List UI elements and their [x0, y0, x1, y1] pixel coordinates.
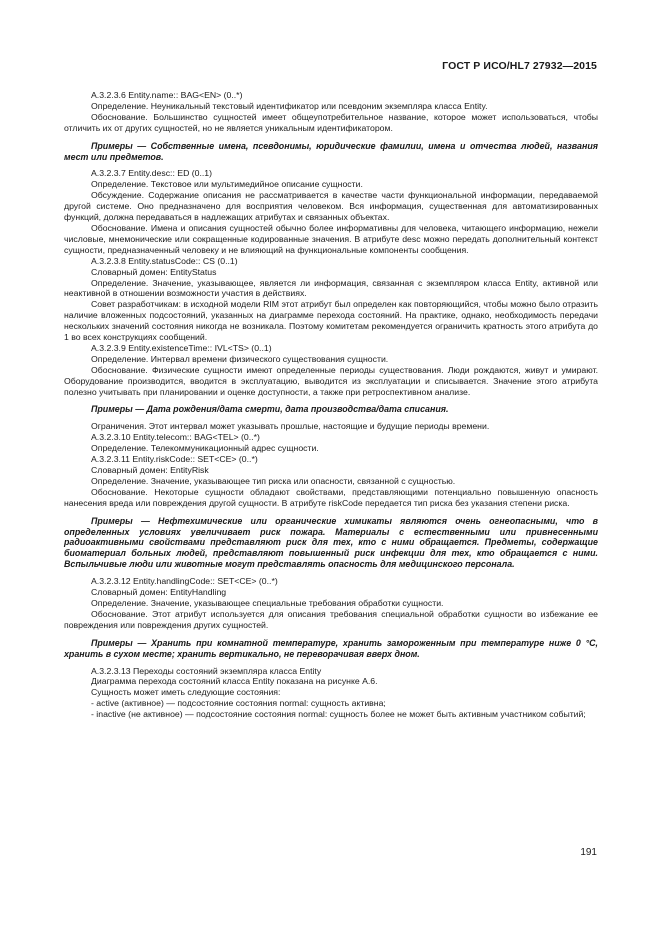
section-heading: A.3.2.3.6 Entity.name:: BAG<EN> (0..*) [91, 90, 243, 100]
paragraph: Определение. Текстовое или мультимедийное описание сущности. [91, 179, 363, 190]
paragraph: Обоснование. Большинство сущностей имеет общеупотребительное название, которое может использоваться, чтобы отличить их от других сущностей, но не является уникальным идентификатором. [64, 111, 598, 133]
paragraph: Диаграмма перехода состояний класса Entity показана на рисунке А.6. [91, 676, 378, 687]
paragraph: Определение. Телекоммуникационный адрес сущности. [91, 443, 319, 454]
document-body [64, 90, 598, 720]
example-note: Примеры — Хранить при комнатной температуре, хранить замороженным при температуре ниже 0 °C, хранить в сухом месте; хранить вертикально, не переворачивая вверх дном. [64, 637, 598, 659]
paragraph: Обоснование. Этот атрибут используется для описания требования специальной обработки сущности во избежание ее повреждения или повреждения других сущностей. [64, 608, 598, 630]
paragraph: Определение. Интервал времени физического существования сущности. [91, 353, 389, 364]
paragraph: Определение. Значение, указывающее специальные требования обработки сущности. [91, 597, 444, 608]
paragraph: Сущность может иметь следующие состояния: [91, 687, 281, 698]
section-heading: A.3.2.3.9 Entity.existenceTime:: IVL<TS> (0..1) [91, 342, 272, 353]
list-item: - active (активное) — подсостояние состояния normal: сущность активна; [91, 698, 386, 709]
section-heading: A.3.2.3.10 Entity.telecom:: BAG<TEL> (0..*) [91, 432, 260, 443]
paragraph: Совет разработчикам: в исходной модели RIM этот атрибут был определен как повторяющийся, чтобы можно было отразить наличие вложенных подсостояний, указанных на диаграмме перехода состояний. На практике, однако, необходимость передачи нескольких значений состояния никогда не возникала. Поэтому комитетам рекомендуется ограничить кратность этого атрибута до 1 во всех конструкциях сообщений. [64, 299, 598, 343]
paragraph: Обоснование. Имена и описания сущностей обычно более информативны для человека, читающего информацию, нежели числовые, мнемонические или сокращенные кодированные значения. В атрибуте desc можно передать дополнительный контекст сущности, предназначенный человеку и не влияющий на функциональные компоненты сообщения. [64, 222, 598, 255]
page-number: 191 [580, 847, 597, 858]
section-heading: A.3.2.3.13 Переходы состояний экземпляра класса Entity [91, 665, 322, 676]
vocabulary-domain: Словарный домен: EntityStatus [91, 266, 217, 277]
paragraph: Определение. Неуникальный текстовый идентификатор или псевдоним экземпляра класса Entity. [91, 100, 488, 111]
section-heading: A.3.2.3.7 Entity.desc:: ED (0..1) [91, 168, 213, 179]
paragraph: Определение. Значение, указывающее, является ли информация, связанная с экземпляром класса Entity, активной или неактивной в отношении возможности участия в действиях. [64, 277, 598, 299]
section-heading: A.3.2.3.11 Entity.riskCode:: SET<CE> (0..*) [91, 454, 258, 465]
example-note: Примеры — Собственные имена, псевдонимы, юридические фамилии, имена и отчества людей, названия мест или предметов. [64, 140, 598, 162]
vocabulary-domain: Словарный домен: EntityRisk [91, 465, 209, 475]
paragraph: Обсуждение. Содержание описания не рассматривается в качестве части функциональной информации, передаваемой другой системе. Оно предназначено для восприятия человеком. Вся информация, существенная для автоматизированных функций, должна передаваться в надлежащих атрибутах и связанных объектах. [64, 190, 598, 223]
vocabulary-domain: Словарный домен: EntityHandling [91, 587, 227, 598]
paragraph: Ограничения. Этот интервал может указывать прошлые, настоящие и будущие периоды времени. [91, 421, 490, 432]
paragraph: Определение. Значение, указывающее тип риска или опасности, связанной с сущностью. [91, 475, 456, 486]
list-item: - inactive (не активное) — подсостояние состояния normal: сущность более не может быть активным участником событий; [91, 709, 586, 720]
example-note: Примеры — Дата рождения/дата смерти, дата производства/дата списания. [91, 404, 449, 415]
section-heading: A.3.2.3.8 Entity.statusCode:: CS (0..1) [91, 255, 238, 266]
paragraph: Обоснование. Физические сущности имеют определенные периоды существования. Люди рождаются, живут и умирают. Оборудование производится, вводится в эксплуатацию, выводится из эксплуатации и списывается. Значение этого атрибута полезно учитывать при планировании и оценке доступности, а также при ретроспективном анализе. [64, 364, 598, 397]
section-heading: A.3.2.3.12 Entity.handlingCode:: SET<CE> (0..*) [91, 576, 278, 587]
example-note: Примеры — Нефтехимические или органические химикаты являются очень огнеопасными, что в определенных условиях увеличивает риск пожара. Материалы с естественными или привнесенными радиоактивными свойствами представляют риск для тех, кто с ними обращается. Предметы, содержащие биоматериал больных людей, представляют повышенный риск инфекции для тех, кто обращается с ними. Вспыльчивые люди или животные могут представлять опасность для медицинского персонала. [64, 515, 598, 570]
paragraph: Обоснование. Некоторые сущности обладают свойствами, представляющими потенциально повышенную опасность нанесения вреда или повреждения другой сущности. В атрибуте riskCode передается тип риска без указания степени риска. [64, 486, 598, 508]
document-header: ГОСТ Р ИСО/HL7 27932—2015 [442, 60, 597, 72]
